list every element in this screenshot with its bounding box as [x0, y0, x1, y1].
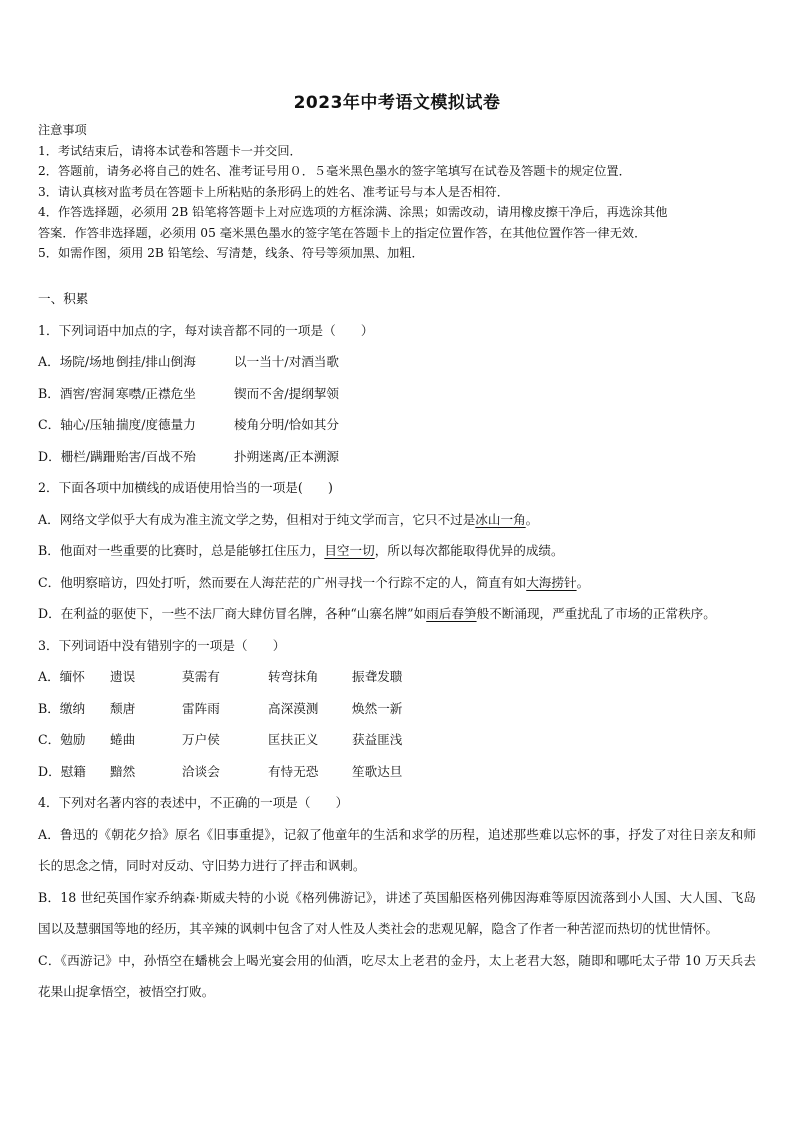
underlined-idiom: 冰山一角 — [475, 511, 526, 527]
question-4-option-c: C．《西游记》中，孙悟空在蟠桃会上喝光宴会用的仙酒，吃尽太上老君的金丹，太上老君大怒，随即和哪吒太子带 10 万天兵去花果山捉拿悟空，被悟空打败。 — [38, 952, 756, 999]
option-word: 蜷曲 — [110, 732, 136, 747]
option-word: 有恃无恐 — [268, 763, 319, 779]
question-4-stem: 4．下列对名著内容的表述中，不正确的一项是（ ） — [38, 795, 349, 810]
option-word: 振聋发聩 — [352, 669, 403, 684]
option-word: 获益匪浅 — [352, 732, 403, 747]
option-word: 颓唐 — [110, 700, 136, 716]
option-word: 以一当十/对酒当歌 — [234, 354, 339, 369]
notice-item: 3．请认真核对监考员在答题卡上所粘贴的条形码上的姓名、准考证号与本人是否相符． — [38, 184, 509, 199]
option-word: 扑朔迷离/正本溯源 — [234, 448, 339, 464]
option-word: 揣度/度德量力 — [116, 417, 196, 432]
notice-item: 1．考试结束后，请将本试卷和答题卡一并交回． — [38, 143, 302, 158]
question-1-option-a — [38, 346, 756, 378]
underlined-idiom: 大海捞针 — [526, 574, 577, 590]
notice-item: 5．如需作图，须用 2B 铅笔绘、写清楚，线条、符号等须加黑、加粗． — [38, 246, 424, 260]
question-2-option-c: C．他明察暗访，四处打听，然而要在人海茫茫的广州寻找一个行踪不定的人，简直有如大海捞针。 — [38, 574, 590, 590]
option-word: 洽谈会 — [182, 763, 220, 779]
option-word: 倒挂/排山倒海 — [116, 354, 196, 369]
notice-item: 答案．作答非选择题，必须用 05 毫米黑色墨水的签字笔在答题卡上的指定位置作答，在其他位置作答一律无效． — [38, 225, 647, 240]
option-word: 笙歌达旦 — [352, 763, 403, 779]
page-title: 2023年中考语文模拟试卷 — [293, 93, 501, 113]
question-body — [38, 283, 756, 1008]
option-word: 锲而不舍/提纲挈领 — [234, 385, 339, 401]
option-word: 转弯抹角 — [268, 669, 319, 684]
option-word: C．勉励 — [38, 732, 86, 747]
option-word: 贻害/百战不殆 — [116, 448, 196, 464]
option-word: 寒噤/正襟危坐 — [116, 385, 196, 401]
underlined-idiom: 目空一切 — [324, 543, 375, 558]
notice-section — [38, 120, 756, 264]
underlined-idiom: 雨后春笋 — [426, 606, 477, 621]
option-word: B．缴纳 — [38, 700, 86, 716]
notice-item: 4．作答选择题，必须用 2B 铅笔将答题卡上对应选项的方框涂满、涂黑；如需改动，请用橡皮擦干净后，再选涂其他 — [38, 205, 668, 219]
question-1-option-d — [38, 441, 756, 473]
notice-heading: 注意事项 — [38, 123, 87, 137]
option-word: 焕然一新 — [352, 700, 403, 716]
option-word: D．栅栏/蹒跚 — [38, 448, 116, 464]
question-3-option-b — [38, 693, 756, 725]
section-heading: 一、积累 — [38, 291, 89, 306]
option-word: A．场院/场地 — [38, 354, 115, 369]
question-3-option-d — [38, 756, 756, 788]
question-3-stem: 3．下列词语中没有错别字的一项是（ ） — [38, 637, 286, 653]
question-3-option-a — [38, 661, 756, 693]
question-3-option-c — [38, 724, 756, 756]
option-word: 棱角分明/恰如其分 — [234, 417, 339, 432]
option-word: 黯然 — [110, 763, 136, 779]
option-word: A．缅怀 — [38, 669, 85, 684]
option-word: 高深漠测 — [268, 700, 319, 716]
question-2-stem: 2．下面各项中加横线的成语使用恰当的一项是( ) — [38, 480, 333, 495]
question-4-option-b: B．18 世纪英国作家乔纳森·斯威夫特的小说《格列佛游记》，讲述了英国船医格列佛因海难等原因流落到小人国、大人国、飞岛国以及慧骃国等地的经历，其辛辣的讽刺中包含了对人性及人类社会的悲观见解，隐含了作者一种苦涩而热切的忧世情怀。 — [38, 889, 756, 936]
question-1-option-b — [38, 378, 756, 410]
option-word: C．轴心/压轴 — [38, 417, 115, 432]
option-word: B．酒窖/窖洞 — [38, 385, 115, 401]
option-word: 万户侯 — [182, 732, 220, 747]
question-1-stem: 1．下列词语中加点的字，每对读音都不同的一项是（ ） — [38, 322, 374, 338]
question-2-option-d: D．在利益的驱使下，一些不法厂商大肆仿冒名牌，各种“山寨名牌”如雨后春笋般不断涌现，严重扰乱了市场的正常秩序。 — [38, 606, 716, 621]
option-word: 遗误 — [110, 669, 136, 684]
question-4-option-a: A．鲁迅的《朝花夕拾》原名《旧事重提》，记叙了他童年的生活和求学的历程，追述那些难以忘怀的事，抒发了对往日亲友和师长的思念之情，同时对反动、守旧势力进行了抨击和讽刺。 — [38, 826, 756, 873]
option-word: 雷阵雨 — [182, 700, 220, 716]
option-word: D．慰籍 — [38, 763, 86, 779]
notice-item: 2．答题前，请务必将自己的姓名、准考证号用０．５毫米黑色墨水的签字笔填写在试卷及答题卡的规定位置． — [38, 164, 631, 178]
option-word: 匡扶正义 — [268, 732, 319, 747]
question-2-option-b: B．他面对一些重要的比赛时，总是能够扛住压力，目空一切，所以每次都能取得优异的成绩。 — [38, 543, 564, 558]
question-2-option-a: A．网络文学似乎大有成为准主流文学之势，但相对于纯文学而言，它只不过是冰山一角。 — [38, 511, 539, 527]
question-1-option-c — [38, 409, 756, 441]
option-word: 莫需有 — [182, 669, 220, 684]
